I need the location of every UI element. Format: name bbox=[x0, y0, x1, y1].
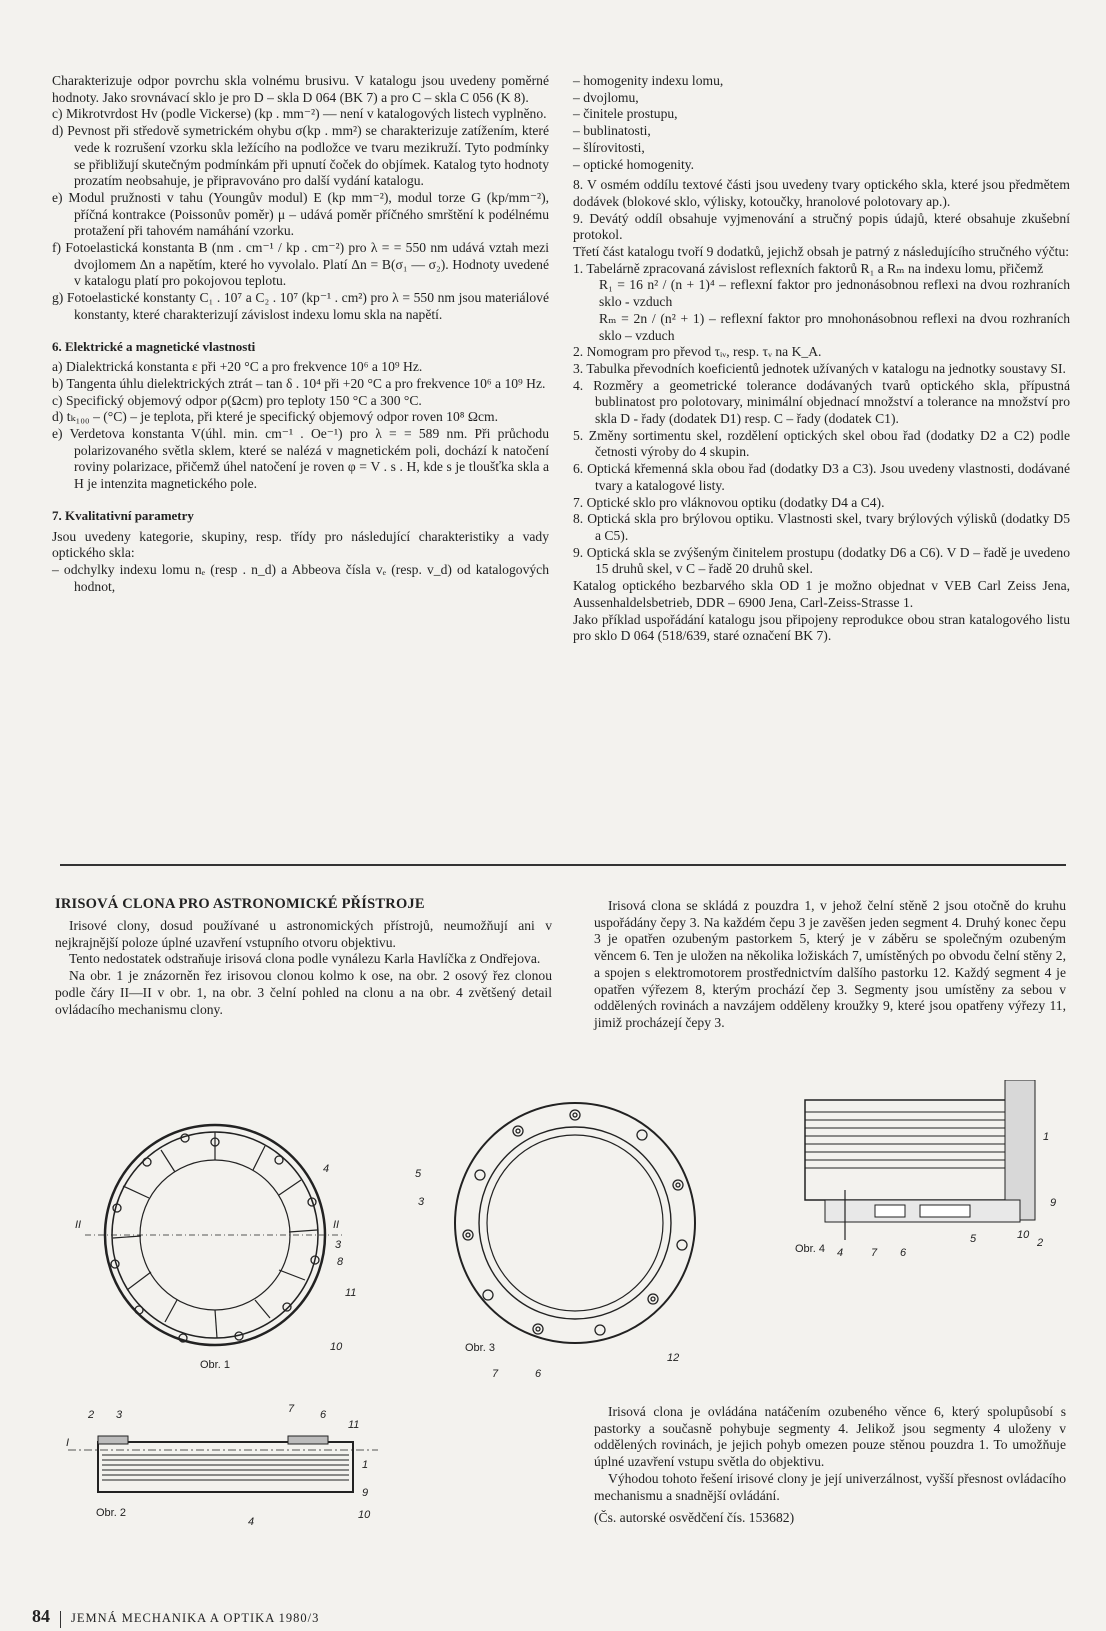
paragraph: c) Specifický objemový odpor ρ(Ωcm) pro teploty 150 °C a 300 °C. bbox=[52, 392, 422, 408]
paragraph: c) Mikrotvrdost Hᴠ (podle Vickerse) (kp . mm⁻²) — není v katalogových listech vyplněno. bbox=[52, 106, 547, 122]
list-item: 3. Tabulka převodních koeficientů jednotek užívaných v katalogu na jednotky soustavy SI. bbox=[573, 360, 1066, 376]
list-item: 8. Optická skla pro brýlovou optiku. Vlastnosti skel, tvary brýlových výlisků (dodatky D5 a C5). bbox=[573, 511, 1070, 543]
paragraph: d) tₖ₁₀₀ – (°C) – je teplota, při které je specifický objemový odpor roven 10⁸ Ωcm. bbox=[52, 409, 499, 425]
page-number: 84 bbox=[32, 1606, 50, 1626]
article-right-column bbox=[594, 898, 1066, 1032]
paragraph: b) Tangenta úhlu dielektrických ztrát – tan δ . 10⁴ při +20 °C a pro frekvence 10⁶ a 10⁹ Hz. bbox=[52, 375, 546, 391]
paragraph: Na obr. 1 je znázorněn řez irisovou clonou kolmo k ose, na obr. 2 osový řez clonou podle čáry II—II v obr. 1, na obr. 3 čelní pohled na clonu a na obr. 4 zvětšený detail ovládacího mechanismu clony. bbox=[55, 968, 552, 1017]
footer-divider bbox=[60, 1611, 61, 1628]
list-item: – homogenity indexu lomu, bbox=[573, 73, 724, 88]
list-item: 2. Nomogram pro převod τᵢᵥ, resp. τᵥ na K_A. bbox=[573, 344, 822, 360]
paragraph: Irisová clona se skládá z pouzdra 1, v jehož čelní stěně 2 jsou otočně do kruhu uspořádány čepy 3. Na každém čepu 3 je zavěšen jeden segment 4. Druhý konec čepu 3 je opatřen ozubeným pastorkem 5, který je v záběru se společným ozubeným věncem 6. Ten je uložen na několika ložiskách 7, umístěných po obvodu čelní stěny 2, a spojen s elektromotorem prostřednictvím dalšího pastorku 12. Každý segment 4 je opatřen výřezem 8, kterým prochází čep 3. Segmenty jsou umístěny za sebou v oddělených rovinách a navzájem odděleny kroužky 9, které jsou opatřeny výřezy 11, jimiž procházejí čepy 3. bbox=[594, 898, 1066, 1030]
list-item: – odchylky indexu lomu nₑ (resp . n_d) a Abbeova čísla vₑ (resp. v_d) od katalogových hodnot, bbox=[52, 561, 549, 594]
figure-label: 7 bbox=[871, 1247, 878, 1259]
article-bottom-column bbox=[594, 1404, 1066, 1527]
figure-label: 11 bbox=[345, 1287, 357, 1299]
article-left-column bbox=[55, 918, 552, 1018]
paragraph: e) Verdetova konstanta V(úhl. min. cm⁻¹ . Oe⁻¹) pro λ = = 589 nm. Při průchodu polarizovaného světla sklem, které se nalézá v magnetickém poli, dochází k natočení roviny polarizace, přičemž úhel natočení je roven φ = V . s . H, kde s je tloušťka skla a H je intenzita magnetického pole. bbox=[52, 426, 549, 492]
article-title: IRISOVÁ CLONA PRO ASTRONOMICKÉ PŘÍSTROJE bbox=[55, 896, 425, 912]
paragraph: Jsou uvedeny kategorie, skupiny, resp. třídy pro následující charakteristiky a vady optického skla: bbox=[52, 528, 549, 561]
figure-label: 4 bbox=[323, 1163, 330, 1175]
list-item: 7. Optické sklo pro vláknovou optiku (dodatky D4 a C4). bbox=[573, 494, 885, 510]
figure-label: 5 bbox=[970, 1233, 977, 1245]
list-item: 9. Optická skla se zvýšeným činitelem prostupu (dodatky D6 a C6). V D – řadě je uvedeno 15 druhů skel, v C – řadě 20 druhů skel. bbox=[573, 544, 1070, 577]
patent-note: (Čs. autorské osvědčení čís. 153682) bbox=[594, 1510, 795, 1526]
figure-label: II bbox=[333, 1219, 340, 1231]
figure-caption: Obr. 2 bbox=[96, 1507, 126, 1519]
figure-label: 1 bbox=[1043, 1131, 1050, 1143]
list-item: 5. Změny sortimentu skel, rozdělení optických skel obou řad (dodatky D2 a C2) podle četnosti výroby do 4 skupin. bbox=[573, 427, 1070, 460]
figure-label: 6 bbox=[320, 1409, 327, 1421]
list-item: 4. Rozměry a geometrické tolerance dodávaných tvarů optického skla, přípustná bublinatost pro polotovary, minimální objednací množství a tolerance na množství pro skla D - řady (dodatek D1) resp. C – řady (dodatek C1). bbox=[573, 377, 1070, 427]
figure-label: I bbox=[66, 1437, 70, 1449]
paragraph: g) Fotoelastické konstanty C₁ . 10⁷ a C₂ . 10⁷ (kp⁻¹ . cm²) pro λ = 550 nm jsou materiálové konstanty, které charakterizují závislost indexu lomu skla na napětí. bbox=[52, 290, 549, 322]
paragraph: a) Dialektrická konstanta ε při +20 °C a pro frekvence 10⁶ a 10⁹ Hz. bbox=[52, 359, 423, 375]
paragraph: Třetí část katalogu tvoří 9 dodatků, jejichž obsah je patrný z následujícího stručného výčtu: bbox=[573, 244, 1070, 260]
figure-caption: Obr. 1 bbox=[200, 1359, 230, 1371]
figure-label: 7 bbox=[492, 1368, 499, 1380]
figure-caption: Obr. 4 bbox=[795, 1243, 825, 1255]
figure-label: 2 bbox=[1037, 1237, 1044, 1249]
paragraph: Irisové clony, dosud používané u astronomických přístrojů, neumožňují ani v nejkrajnější poloze úplné uzavření vstupního otvoru objektivu. bbox=[55, 918, 552, 950]
paragraph: Katalog optického bezbarvého skla OD 1 je možno objednat v VEB Carl Zeiss Jena, Aussenhaldelsbetrieb, DDR – 6900 Jena, Carl-Zeiss-Strasse 1. bbox=[573, 578, 1070, 610]
figure-label: 8 bbox=[337, 1256, 344, 1268]
figure-label: 10 bbox=[1017, 1229, 1030, 1241]
paragraph: Výhodou tohoto řešení irisové clony je její univerzálnost, vyšší přesnost ovládacího mechanismu a snadnější ovládání. bbox=[594, 1470, 1066, 1503]
paragraph: d) Pevnost při středově symetrickém ohybu σ(kp . mm²) se charakterizuje zatížením, které vede k rozrušení vzorku skla ležícího na podložce ve tvaru mezikruží. Tyto podmínky se přibližují skutečným podmínkám při upnutí čoček do objímek. Katalog tyto hodnoty prozatím neobsahuje, je připravováno pro další vydání katalogu. bbox=[52, 123, 549, 189]
figure-label: 2 bbox=[88, 1409, 95, 1421]
figure-4 bbox=[795, 1080, 1085, 1290]
figure-label: 6 bbox=[535, 1368, 542, 1380]
figure-label: 3 bbox=[116, 1409, 123, 1421]
figure-2 bbox=[58, 1400, 388, 1530]
list-item: 6. Optická křemenná skla obou řad (dodatky D3 a C3). Jsou uvedeny vlastnosti, dodávané tvary a katalogové listy. bbox=[573, 461, 1070, 493]
paragraph: 9. Devátý oddíl obsahuje vyjmenování a stručný popis údajů, které obsahuje zkušební protokol. bbox=[573, 210, 1070, 243]
left-column bbox=[52, 73, 549, 595]
figure-1 bbox=[65, 1100, 365, 1400]
figure-label: 3 bbox=[418, 1196, 425, 1208]
journal-name: JEMNÁ MECHANIKA A OPTIKA 1980/3 bbox=[71, 1611, 320, 1625]
figure-label: 4 bbox=[248, 1516, 255, 1528]
figure-label: 10 bbox=[358, 1509, 371, 1521]
paragraph: Tento nedostatek odstraňuje irisová clona podle vynálezu Karla Havlíčka z Ondřejova. bbox=[69, 951, 541, 967]
figure-label: 12 bbox=[667, 1352, 680, 1364]
list-item: – šlírovitosti, bbox=[573, 139, 645, 155]
paragraph: Jako příklad uspořádání katalogu jsou připojeny reprodukce obou stran katalogového listu pro sklo D 064 (518/639, staré označení BK 7). bbox=[573, 611, 1070, 644]
list-item: 1. Tabelárně zpracovaná závislost reflexních faktorů R₁ a Rₘ na indexu lomu, přičemž bbox=[573, 260, 1044, 276]
figure-caption: Obr. 3 bbox=[465, 1342, 495, 1354]
paragraph: Charakterizuje odpor povrchu skla volnému brusivu. V katalogu jsou uvedeny poměrné hodnoty. Jako srovnávací sklo je pro D – skla D 064 (BK 7) a pro C – skla C 056 (K 8). bbox=[52, 73, 549, 105]
figure-label: 9 bbox=[362, 1487, 369, 1499]
figure-label: 7 bbox=[288, 1403, 295, 1415]
section-heading: 7. Kvalitativní parametry bbox=[52, 507, 194, 523]
figure-label: 10 bbox=[330, 1341, 343, 1353]
figure-3 bbox=[410, 1085, 730, 1385]
figure-label: 9 bbox=[1050, 1197, 1057, 1209]
section-divider bbox=[60, 864, 1066, 866]
figure-label: 4 bbox=[837, 1247, 844, 1259]
figure-label: 5 bbox=[415, 1168, 422, 1180]
paragraph: 8. V osmém oddílu textové části jsou uvedeny tvary optického skla, které jsou předmětem dodávek (blokové sklo, výlisky, kotoučky, hranolové polotovary ap.). bbox=[573, 177, 1070, 209]
section-heading: 6. Elektrické a magnetické vlastnosti bbox=[52, 338, 256, 354]
paragraph: f) Fotoelastická konstanta B (nm . cm⁻¹ / kp . cm⁻²) pro λ = = 550 nm udává vztah mezi dvojlomem Δn a napětím, které ho vyvolalo. Platí Δn = B(σ₁ — σ₂). Hodnoty uvedené v katalogu platí pro pokojovou teplotu. bbox=[52, 240, 549, 289]
list-item: – optické homogenity. bbox=[573, 156, 695, 172]
list-item: – dvojlomu, bbox=[573, 89, 639, 105]
right-column bbox=[573, 73, 1070, 645]
figure-label: II bbox=[75, 1219, 82, 1231]
figure-label: 1 bbox=[362, 1459, 369, 1471]
formula: R₁ = 16 n² / (n + 1)⁴ – reflexní faktor pro jednonásobnou reflexi na dvou rozhraních sklo - vzduch bbox=[599, 277, 1070, 310]
list-item: – činitele prostupu, bbox=[573, 106, 678, 122]
figure-label: 3 bbox=[335, 1239, 342, 1251]
figure-label: 6 bbox=[900, 1247, 907, 1259]
paragraph: e) Modul pružnosti v tahu (Youngův modul) E (kp mm⁻²), modul torze G (kp/mm⁻²), příčná kontrakce (Poissonův poměr) μ – udává poměr příčného smrštění k podélnému protažení při tahovém namáhání vzorku. bbox=[52, 189, 549, 239]
list-item: – bublinatosti, bbox=[573, 123, 651, 139]
formula: Rₘ = 2n / (n² + 1) – reflexní faktor pro mnohonásobnou reflexi na dvou rozhraních sklo – vzduch bbox=[599, 310, 1070, 343]
page-footer bbox=[32, 1606, 319, 1628]
paragraph: Irisová clona je ovládána natáčením ozubeného věnce 6, který spolupůsobí s pastorky a současně pohybuje segmenty 4. Jelikož jsou segmenty 4 uloženy v oddělených rovinách, je jejich pohyb omezen pouze stěnou pouzdra 1. To umožňuje úplné uzavření vstupu světla do objektivu. bbox=[594, 1404, 1066, 1470]
figure-label: 11 bbox=[348, 1419, 360, 1431]
